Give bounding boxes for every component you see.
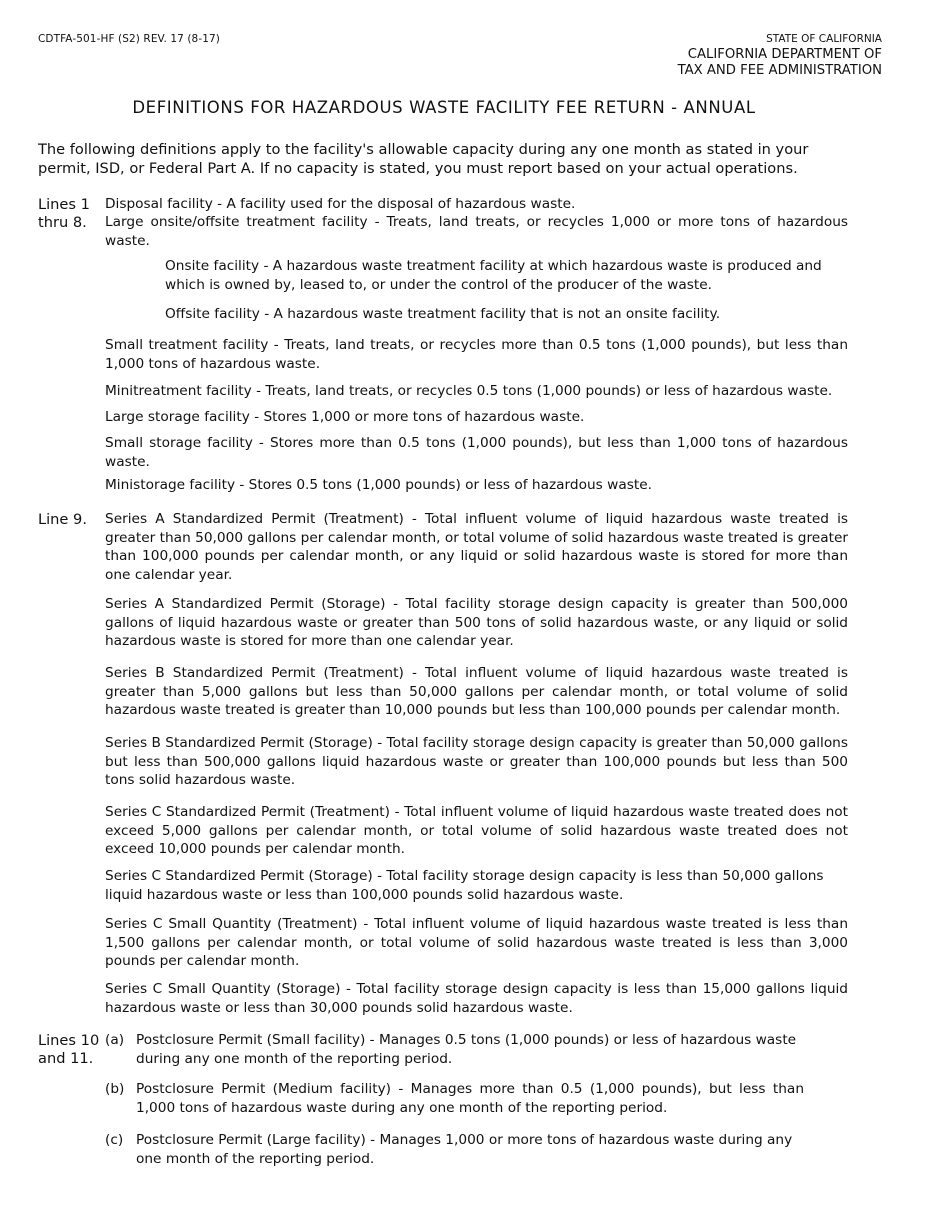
def-series-c-small-storage: Series C Small Quantity (Storage) - Total facility storage design capacity is less than 15,000 gallons liquid hazardous waste or less than 30,000 pounds solid hazardous waste.: [105, 981, 848, 1016]
def-series-a-treatment: Series A Standardized Permit (Treatment) - Total influent volume of liquid hazardous waste treated is greater than 50,000 gallons per calendar month, or total volume of solid hazardous waste treated is greater than 100,000 pounds per calendar month, or any liquid or solid hazardous waste is stored for more than one calendar year.: [105, 511, 848, 583]
def-series-b-storage: Series B Standardized Permit (Storage) - Total facility storage design capacity is greater than 50,000 gallons but less than 500,000 gallons liquid hazardous waste or greater than 100,000 pounds but less than 500 tons solid hazardous waste.: [105, 735, 848, 788]
def-disposal-facility: Disposal facility - A facility used for the disposal of hazardous waste.: [105, 196, 576, 212]
department-name-line2: TAX AND FEE ADMINISTRATION: [677, 63, 882, 78]
section-label-lines-1-8-line1: Lines 1: [38, 196, 90, 213]
def-small-storage-facility: Small storage facility - Stores more than 0.5 tons (1,000 pounds), but less than 1,000 tons of hazardous waste.: [105, 435, 848, 470]
def-series-a-storage: Series A Standardized Permit (Storage) - Total facility storage design capacity is greater than 500,000 gallons of liquid hazardous waste or greater than 500 tons of solid hazardous waste, or any liquid or solid hazardous waste is stored for more than one calendar year.: [105, 596, 848, 649]
section-label-lines-10-11-line1: Lines 10: [38, 1032, 100, 1049]
department-name-line1: CALIFORNIA DEPARTMENT OF: [687, 47, 882, 62]
def-onsite-facility: Onsite facility - A hazardous waste treatment facility at which hazardous waste is produced and which is owned by, leased to, or under the control of the producer of the waste.: [165, 258, 822, 293]
section-label-lines-1-8-line2: thru 8.: [38, 214, 87, 231]
def-large-treatment-facility: Large onsite/offsite treatment facility - Treats, land treats, or recycles 1,000 or more tons of hazardous waste.: [105, 214, 848, 249]
intro-paragraph: The following definitions apply to the facility's allowable capacity during any one month as stated in your permit, ISD, or Federal Part A. If no capacity is stated, you must report based on your actual operations.: [38, 141, 809, 177]
item-letter-b: (b): [105, 1081, 125, 1097]
def-postclosure-large: Postclosure Permit (Large facility) - Manages 1,000 or more tons of hazardous waste during any one month of the reporting period.: [136, 1132, 793, 1167]
form-id: CDTFA-501-HF (S2) REV. 17 (8-17): [38, 33, 220, 45]
item-letter-a: (a): [105, 1032, 125, 1048]
def-offsite-facility: Offsite facility - A hazardous waste treatment facility that is not an onsite facility.: [165, 306, 721, 322]
item-letter-c: (c): [105, 1132, 124, 1148]
page-title: DEFINITIONS FOR HAZARDOUS WASTE FACILITY FEE RETURN - ANNUAL: [132, 98, 756, 117]
def-small-treatment-facility: Small treatment facility - Treats, land treats, or recycles more than 0.5 tons (1,000 pounds), but less than 1,000 tons of hazardous waste.: [105, 337, 848, 372]
def-series-c-small-treatment: Series C Small Quantity (Treatment) - Total influent volume of liquid hazardous waste treated is less than 1,500 gallons per calendar month, or total volume of solid hazardous waste treated is less than 3,000 pounds per calendar month.: [105, 916, 848, 969]
def-large-storage-facility: Large storage facility - Stores 1,000 or more tons of hazardous waste.: [105, 409, 585, 425]
def-series-c-storage: Series C Standardized Permit (Storage) - Total facility storage design capacity is less than 50,000 gallons liquid hazardous waste or less than 100,000 pounds solid hazardous waste.: [105, 868, 824, 903]
state-label: STATE OF CALIFORNIA: [766, 33, 882, 45]
def-series-b-treatment: Series B Standardized Permit (Treatment) - Total influent volume of liquid hazardous waste treated is greater than 5,000 gallons but less than 50,000 gallons per calendar month, or total volume of solid hazardous waste treated is greater than 10,000 pounds but less than 100,000 pounds per calendar month.: [105, 665, 848, 718]
def-ministorage-facility: Ministorage facility - Stores 0.5 tons (1,000 pounds) or less of hazardous waste.: [105, 477, 652, 493]
def-postclosure-medium: Postclosure Permit (Medium facility) - Manages more than 0.5 (1,000 pounds), but less than 1,000 tons of hazardous waste during any one month of the reporting period.: [136, 1081, 804, 1116]
def-series-c-treatment: Series C Standardized Permit (Treatment) - Total influent volume of liquid hazardous waste treated does not exceed 5,000 gallons per calendar month, or total volume of solid hazardous waste treated does not exceed 10,000 pounds per calendar month.: [105, 804, 848, 857]
section-label-line-9: Line 9.: [38, 511, 87, 528]
def-postclosure-small: Postclosure Permit (Small facility) - Manages 0.5 tons (1,000 pounds) or less of hazardous waste during any one month of the reporting period.: [136, 1032, 797, 1067]
section-label-lines-10-11-line2: and 11.: [38, 1050, 94, 1067]
def-minitreatment-facility: Minitreatment facility - Treats, land treats, or recycles 0.5 tons (1,000 pounds) or less of hazardous waste.: [105, 383, 833, 399]
